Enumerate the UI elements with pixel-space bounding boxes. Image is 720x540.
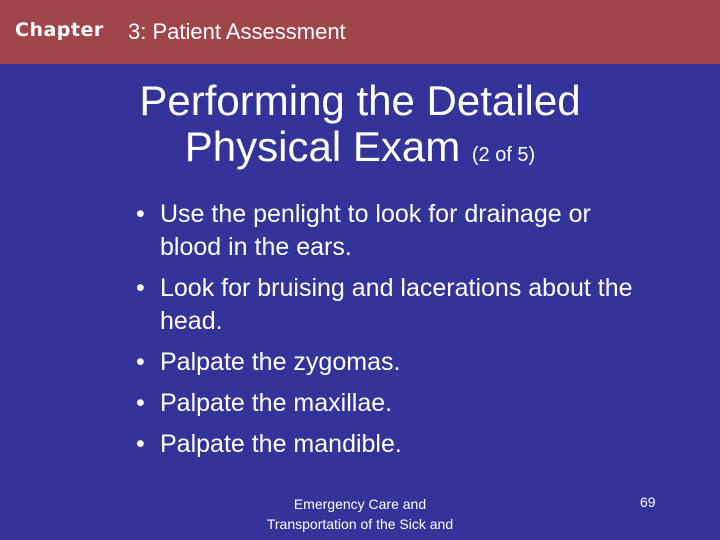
page-number: 69: [640, 494, 656, 510]
chapter-title: 3: Patient Assessment: [128, 19, 346, 44]
bullet-item: • Palpate the mandible.: [130, 428, 650, 461]
slide-title-line-2: [0, 124, 720, 178]
slide-title-main: Physical Exam: [184, 123, 461, 170]
bullet-item: • Palpate the zygomas.: [130, 346, 650, 379]
chapter-label: Chapter: [15, 19, 104, 41]
bullet-item: • Look for bruising and lacerations about the head.: [130, 272, 650, 338]
bullet-item: • Palpate the maxillae.: [130, 387, 650, 420]
bullet-list: [130, 198, 650, 469]
slide-title-suffix: (2 of 5): [471, 144, 536, 166]
bullet-item: • Use the penlight to look for drainage or blood in the ears.: [130, 198, 650, 264]
slide-title-line-1: Performing the Detailed: [139, 77, 581, 124]
footer-source: [210, 494, 510, 540]
slide-title: [0, 78, 720, 178]
footer-line-2: Transportation of the Sick and: [266, 516, 454, 532]
chapter-header-bar: [0, 0, 720, 64]
footer-line-1: Emergency Care and: [293, 496, 427, 512]
